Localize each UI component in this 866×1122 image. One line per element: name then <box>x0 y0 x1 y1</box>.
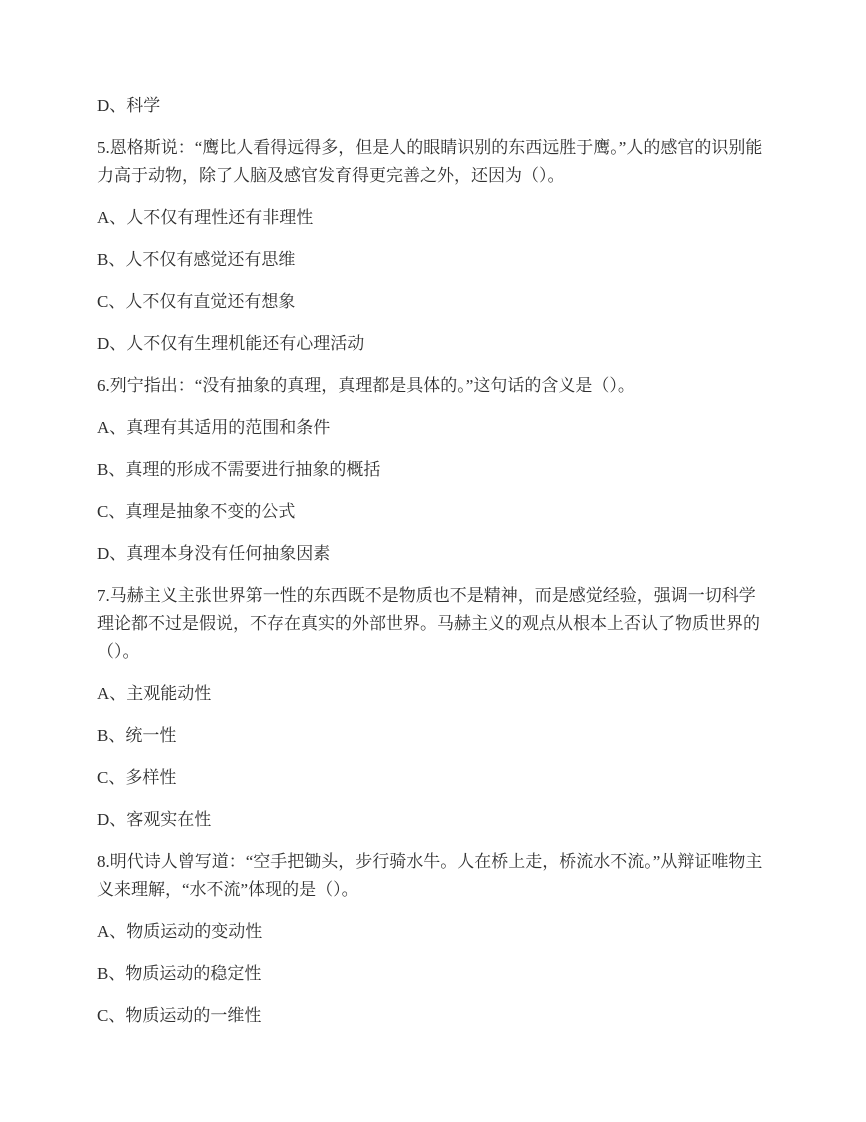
option-text: 人不仅有直觉还有想象 <box>125 292 296 311</box>
option-label: B、 <box>97 250 126 269</box>
option-label: B、 <box>97 964 126 983</box>
option-item-6B <box>97 456 771 484</box>
option-item-8B <box>97 960 771 988</box>
option-item-5A <box>97 204 771 232</box>
option-text: 多样性 <box>125 768 177 787</box>
option-label: B、 <box>97 460 126 479</box>
option-text: 人不仅有理性还有非理性 <box>126 208 314 227</box>
option-item-6C <box>97 498 771 526</box>
option-item-5D <box>97 330 771 358</box>
option-label: C、 <box>97 502 126 521</box>
option-item-7B <box>97 722 771 750</box>
question-stem-7: 7.马赫主义主张世界第一性的东西既不是物质也不是精神，而是感觉经验，强调一切科学理论都不过是假说，不存在真实的外部世界。马赫主义的观点从根本上否认了物质世界的（）。 <box>97 586 760 661</box>
option-label: C、 <box>97 768 126 787</box>
option-label: D、 <box>97 334 127 353</box>
option-label: D、 <box>97 810 127 829</box>
option-text: 人不仅有感觉还有思维 <box>125 250 296 269</box>
option-item-7A <box>97 680 771 708</box>
option-text: 人不仅有生理机能还有心理活动 <box>126 334 365 353</box>
question-stem-5: 5.恩格斯说：“鹰比人看得远得多，但是人的眼睛识别的东西远胜于鹰。”人的感官的识别能力高于动物，除了人脑及感官发育得更完善之外，还因为（）。 <box>97 138 763 185</box>
option-label: A、 <box>97 208 127 227</box>
option-item-5C <box>97 288 771 316</box>
option-label: C、 <box>97 292 126 311</box>
option-text: 真理的形成不需要进行抽象的概括 <box>125 460 381 479</box>
option-label: A、 <box>97 684 127 703</box>
option-text: 物质运动的一维性 <box>125 1006 262 1025</box>
option-text: 物质运动的变动性 <box>126 922 263 941</box>
option-item-5B <box>97 246 771 274</box>
question-stem-8: 8.明代诗人曾写道：“空手把锄头，步行骑水牛。人在桥上走，桥流水不流。”从辩证唯物主义来理解，“水不流”体现的是（）。 <box>97 852 763 899</box>
option-item-6D <box>97 540 771 568</box>
option-item-6A <box>97 414 771 442</box>
option-text: 真理有其适用的范围和条件 <box>126 418 331 437</box>
option-text: 主观能动性 <box>126 684 212 703</box>
option-text: 统一性 <box>125 726 177 745</box>
option-label: D、 <box>97 96 127 115</box>
option-text: 真理本身没有任何抽象因素 <box>126 544 331 563</box>
option-text: 科学 <box>126 96 161 115</box>
option-text: 客观实在性 <box>126 810 212 829</box>
option-label: C、 <box>97 1006 126 1025</box>
question-stem-6: 6.列宁指出：“没有抽象的真理，真理都是具体的。”这句话的含义是（）。 <box>97 376 635 395</box>
option-label: A、 <box>97 418 127 437</box>
option-label: A、 <box>97 922 127 941</box>
option-item-7D <box>97 806 771 834</box>
option-label: D、 <box>97 544 127 563</box>
option-text: 物质运动的稳定性 <box>125 964 262 983</box>
option-item-7C <box>97 764 771 792</box>
option-label: B、 <box>97 726 126 745</box>
option-item-8C <box>97 1002 771 1030</box>
option-item-8A <box>97 918 771 946</box>
option-item-prev-D <box>97 92 771 120</box>
option-text: 真理是抽象不变的公式 <box>125 502 296 521</box>
